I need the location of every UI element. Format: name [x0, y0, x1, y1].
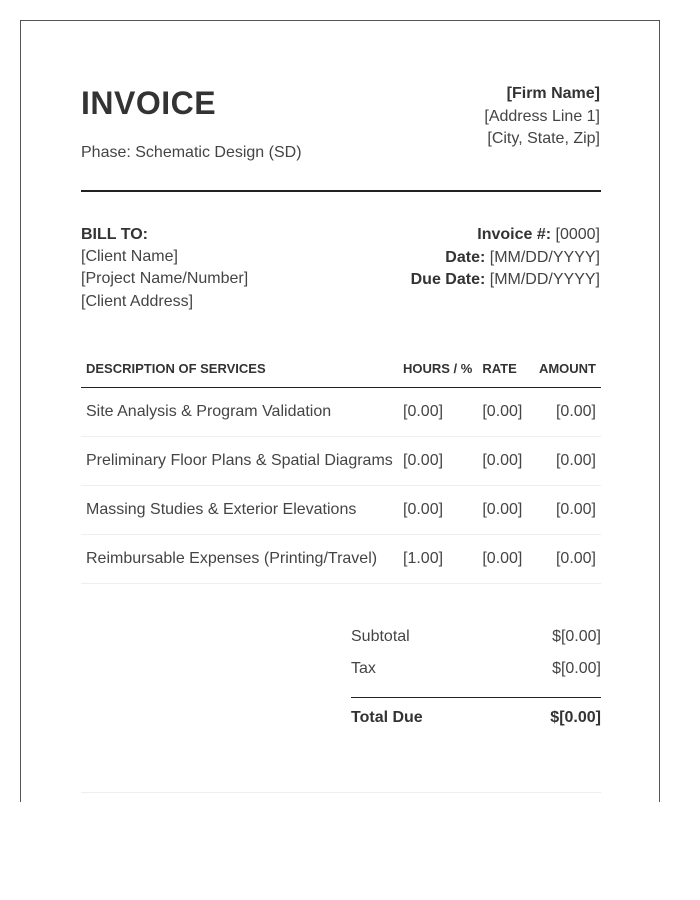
due-date-line: [411, 269, 600, 292]
row-description: Preliminary Floor Plans & Spatial Diagrams: [81, 437, 398, 486]
invoice-date-line: [411, 247, 600, 270]
invoice-number-line: [411, 224, 600, 247]
subtotal-label: Subtotal: [351, 628, 410, 645]
table-row: [81, 535, 601, 584]
row-hours: [0.00]: [398, 486, 477, 535]
project-name: [Project Name/Number]: [81, 270, 249, 288]
table-row: [81, 437, 601, 486]
invoice-date-value: [MM/DD/YYYY]: [485, 248, 600, 266]
row-hours: [1.00]: [398, 535, 477, 584]
row-rate: [0.00]: [477, 388, 529, 437]
row-amount: [0.00]: [529, 388, 601, 437]
due-date-value: [MM/DD/YYYY]: [485, 271, 600, 288]
subtotal-row: [351, 621, 601, 653]
row-amount: [0.00]: [529, 535, 601, 584]
row-hours: [0.00]: [398, 437, 477, 486]
client-address: [Client Address]: [81, 292, 194, 310]
row-description: Site Analysis & Program Validation: [81, 388, 398, 437]
table-row: [81, 486, 601, 535]
row-rate: [0.00]: [477, 437, 529, 486]
invoice-number-label: Invoice #:: [477, 226, 552, 243]
client-name: [Client Name]: [81, 248, 178, 266]
tax-row: [351, 653, 601, 685]
invoice-date-label: Date:: [445, 248, 486, 266]
header-divider: [81, 190, 601, 192]
phase-text: Phase: Schematic Design (SD): [81, 144, 302, 161]
row-description: Reimbursable Expenses (Printing/Travel): [81, 535, 398, 584]
subtotal-value: $[0.00]: [552, 628, 601, 645]
row-description: Massing Studies & Exterior Elevations: [81, 486, 398, 535]
tax-value: $[0.00]: [552, 660, 601, 677]
bill-to-label: BILL TO:: [81, 226, 148, 243]
services-table: [81, 349, 601, 584]
table-row: [81, 388, 601, 437]
row-hours: [0.00]: [398, 388, 477, 437]
invoice-meta-block: [411, 224, 600, 292]
row-amount: [0.00]: [529, 486, 601, 535]
invoice-title: INVOICE: [81, 85, 217, 121]
invoice-number-value: [0000]: [551, 226, 600, 243]
bill-to-block: [81, 224, 248, 313]
firm-city-state-zip: [City, State, Zip]: [487, 130, 600, 147]
row-rate: [0.00]: [477, 486, 529, 535]
firm-block: [484, 83, 600, 151]
totals-block: [351, 621, 601, 732]
total-due-value: $[0.00]: [550, 709, 601, 726]
total-due-label: Total Due: [351, 709, 423, 726]
firm-name: [Firm Name]: [506, 85, 600, 102]
column-header-description: DESCRIPTION OF SERVICES: [81, 349, 398, 388]
due-date-label: Due Date:: [410, 271, 486, 288]
column-header-rate: RATE: [477, 349, 529, 388]
column-header-amount: AMOUNT: [529, 349, 601, 388]
firm-address-line1: [Address Line 1]: [484, 107, 600, 125]
row-rate: [0.00]: [477, 535, 529, 584]
row-amount: [0.00]: [529, 437, 601, 486]
tax-label: Tax: [351, 660, 376, 677]
invoice-page: [20, 20, 660, 802]
total-due-row: [351, 697, 601, 732]
footer-divider: [81, 792, 601, 793]
column-header-hours: HOURS / %: [398, 349, 477, 388]
table-header-row: [81, 349, 601, 388]
